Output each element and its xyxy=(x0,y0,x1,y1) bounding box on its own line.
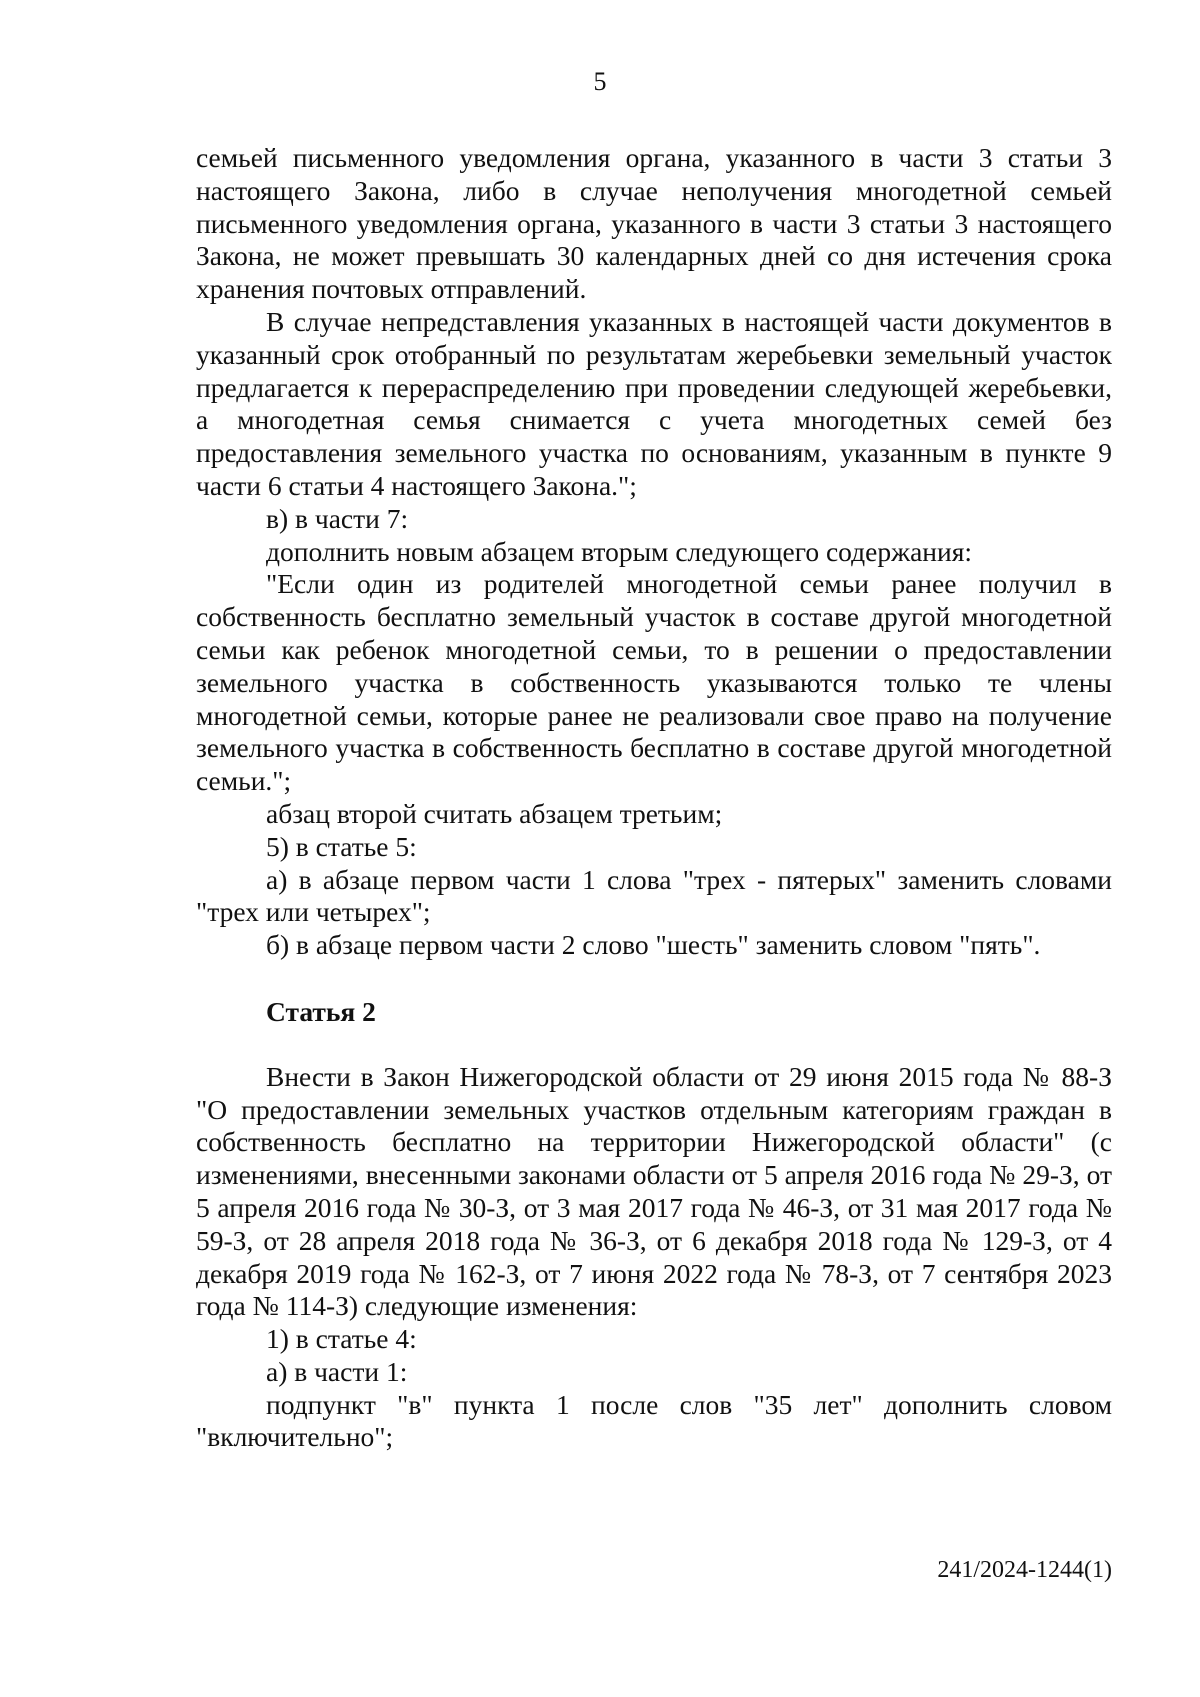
document-code: 241/2024-1244(1) xyxy=(937,1557,1112,1583)
paragraph-amend-law: Внести в Закон Нижегородской области от 29 июня 2015 года № 88-З "О предоставлении земельных участков отдельным категориям граждан в собственность бесплатно на территории Нижегородской области" (с изменениями, внесенными законами области от 5 апреля 2016 года № 29-З, от 5 апреля 2016 года № 30-З, от 3 мая 2017 года № 46-З, от 31 мая 2017 года № 59-З, от 28 апреля 2018 года № 36-З, от 6 декабря 2018 года № 129-З, от 4 декабря 2019 года № 162-З, от 7 июня 2022 года № 78-З, от 7 сентября 2023 года № 114-З) следующие изменения: xyxy=(196,1060,1112,1322)
paragraph-subitem-v: подпункт "в" пункта 1 после слов "35 лет" дополнить словом "включительно"; xyxy=(196,1388,1112,1453)
paragraph-quote: "Если один из родителей многодетной семьи ранее получил в собственность бесплатно земельный участок в составе другой многодетной семьи как ребенок многодетной семьи, то в решении о предоставлении земельного участка в собственность указываются только те члены многодетной семьи, которые ранее не реализовали свое право на получение земельного участка в собственность бесплатно в составе другой многодетной семьи."; xyxy=(196,568,1112,797)
page-number: 5 xyxy=(593,67,607,96)
paragraph-item-a: а) в абзаце первом части 1 слова "трех - пятерых" заменить словами "трех или четырех"; xyxy=(196,863,1112,928)
paragraph-renumber: абзац второй считать абзацем третьим; xyxy=(266,797,723,829)
paragraph-item-b: б) в абзаце первом части 2 слово "шесть" заменить словом "пять". xyxy=(266,929,1041,961)
paragraph-part1: а) в части 1: xyxy=(266,1355,408,1387)
paragraph-continuation: семьей письменного уведомления органа, указанного в части 3 статьи 3 настоящего Закона, либо в случае неполучения многодетной семьей письменного уведомления органа, указанного в части 3 статьи 3 настоящего Закона, не может превышать 30 календарных дней со дня истечения срока хранения почтовых отправлений. xyxy=(196,142,1112,305)
document-body xyxy=(196,142,1112,1454)
paragraph-nonsubmission: В случае непредставления указанных в настоящей части документов в указанный срок отобранный по результатам жеребьевки земельный участок предлагается к перераспределению при проведении следующей жеребьевки, а многодетная семья снимается с учета многодетных семей без предоставления земельного участка по основаниям, указанным в пункте 9 части 6 статьи 4 настоящего Закона."; xyxy=(196,305,1112,501)
paragraph-add-new: дополнить новым абзацем вторым следующего содержания: xyxy=(266,535,973,567)
article-heading: Статья 2 xyxy=(266,995,376,1027)
paragraph-article4: 1) в статье 4: xyxy=(266,1323,417,1355)
paragraph-article5: 5) в статье 5: xyxy=(266,830,417,862)
paragraph-item-v: в) в части 7: xyxy=(266,502,409,534)
